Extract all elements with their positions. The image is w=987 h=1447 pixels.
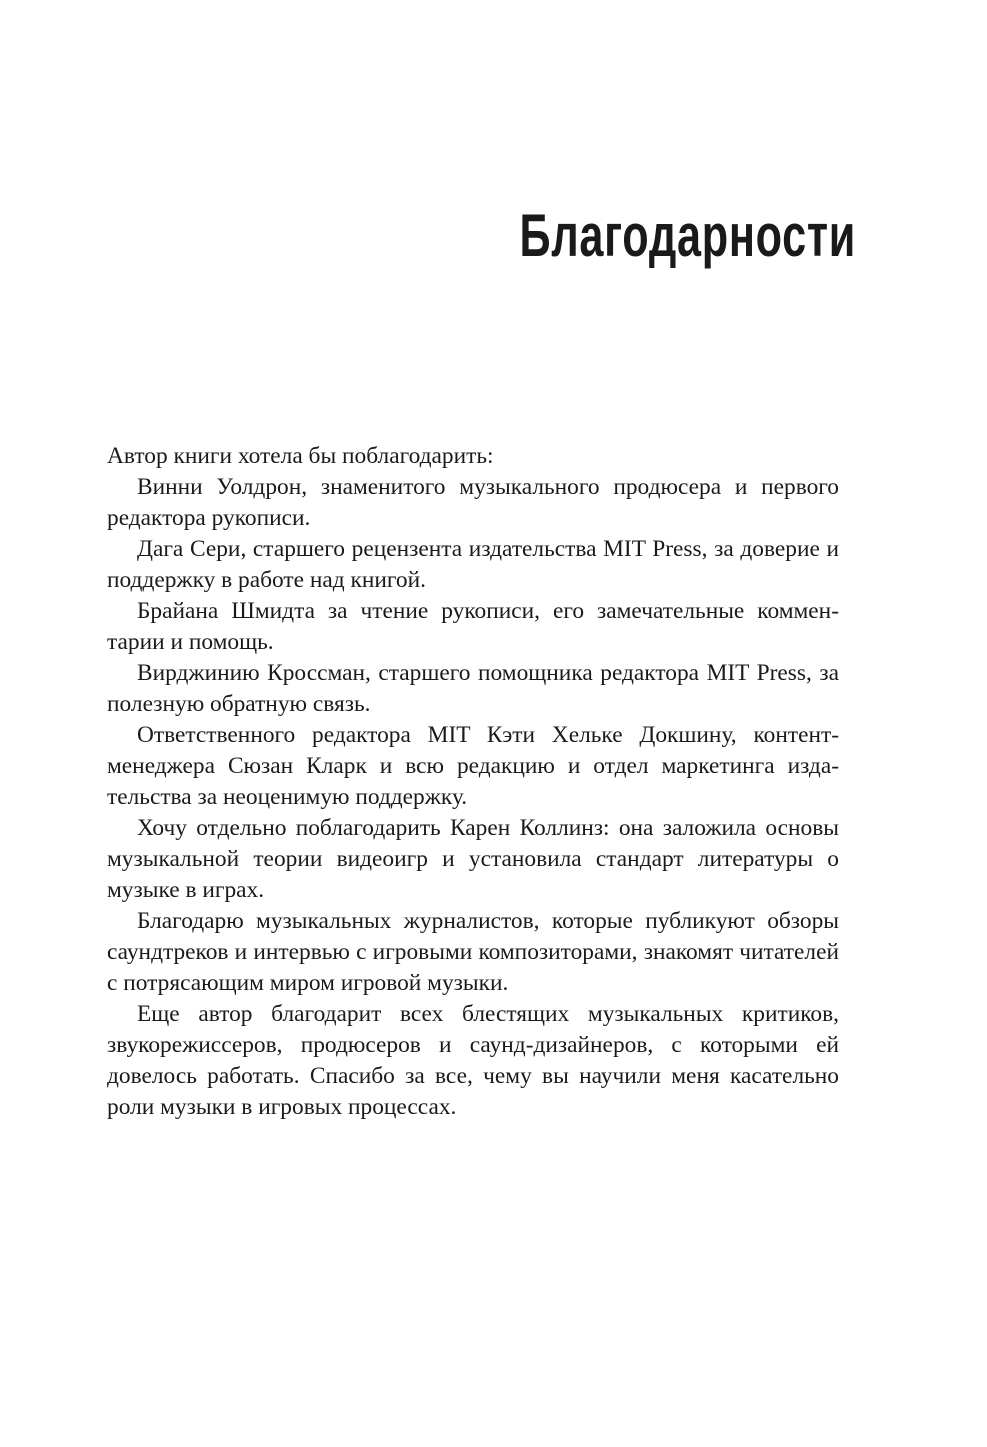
intro-paragraph: Автор книги хотела бы поблагодарить: xyxy=(107,443,494,469)
paragraph: Хочу отдельно поблагодарить Карен Коллинз: она заложила основы музыкальной теории видеоигр и установила стандарт литературы о музыке в играх. xyxy=(107,815,839,903)
paragraph: Ответственного редактора MIT Кэти Хельке Докшину, контент-менеджера Сюзан Кларк и всю редакцию и отдел маркетинга издательства за неоценимую поддержку. xyxy=(107,722,839,810)
paragraph: Брайана Шмидта за чтение рукописи, его замечательные комментарии и помощь. xyxy=(107,598,839,655)
page-title: Благодарности xyxy=(519,202,857,269)
paragraph: Вирджинию Кроссман, старшего помощника редактора MIT Press, за полезную обратную связь. xyxy=(107,660,839,717)
acknowledgements-text xyxy=(107,441,839,1123)
paragraph: Дага Сери, старшего рецензента издательства MIT Press, за доверие и поддержку в работе над книгой. xyxy=(107,536,839,593)
paragraph: Благодарю музыкальных журналистов, которые публикуют обзоры саундтреков и интервью с игровыми композиторами, знакомят читателей с потрясающим миром игровой музыки. xyxy=(107,908,839,996)
paragraph: Еще автор благодарит всех блестящих музыкальных критиков, звукорежиссеров, продюсеров и саунд-дизайнеров, с которыми ей довелось работать. Спасибо за все, чему вы научили меня касательно роли музыки в игровых процессах. xyxy=(107,1001,839,1120)
paragraph: Винни Уолдрон, знаменитого музыкального продюсера и первого редактора рукописи. xyxy=(107,474,839,531)
